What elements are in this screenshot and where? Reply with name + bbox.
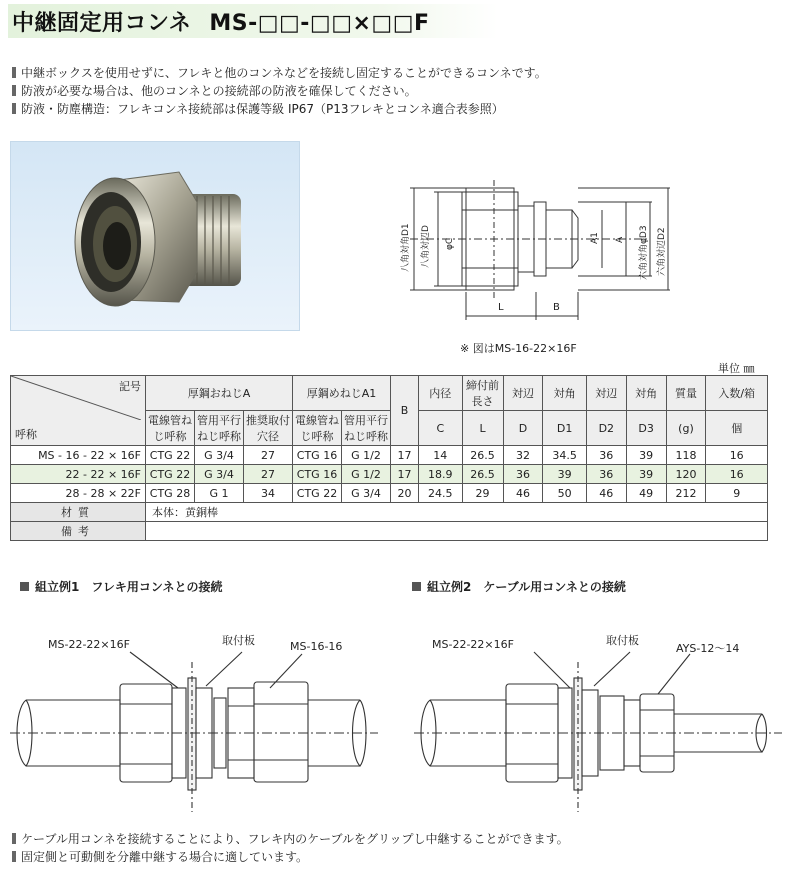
example1-callout-mid: 取付板 bbox=[222, 634, 255, 647]
section-marker bbox=[20, 582, 29, 591]
header-w-top: 質量 bbox=[666, 376, 706, 411]
example1-callout-left: MS-22-22×16F bbox=[48, 638, 130, 651]
table-row: 22 - 22 × 16F CTG 22 G 3/4 27 CTG 16 G 1/2 17 18.9 26.5 36 39 36 39 120 16 bbox=[11, 465, 768, 484]
example1-drawing bbox=[10, 648, 382, 818]
title-main: 中継固定用コンネ bbox=[12, 11, 192, 36]
dim-d1-label: 八角対角D1 bbox=[401, 223, 411, 272]
header-c: C bbox=[419, 411, 463, 446]
corner-cell bbox=[11, 376, 146, 446]
remarks-row bbox=[11, 522, 768, 541]
bullet-marker bbox=[12, 85, 16, 96]
bullet-marker bbox=[12, 851, 16, 862]
header-a-pipe: 管用平行ねじ呼称 bbox=[195, 411, 244, 446]
spec-table bbox=[10, 375, 768, 541]
header-d3-top: 対角 bbox=[626, 376, 666, 411]
header-d-top: 対辺 bbox=[503, 376, 543, 411]
example2-callout-right: AYS-12～14 bbox=[676, 642, 740, 655]
table-row: 28 - 28 × 22F CTG 28 G 1 34 CTG 22 G 3/4 20 24.5 29 46 50 46 49 212 9 bbox=[11, 484, 768, 503]
header-d1-top: 対角 bbox=[543, 376, 587, 411]
bullet-item: 防液が必要な場合は、他のコンネとの接続部の防液を確保してください。 bbox=[12, 82, 547, 100]
table-header-row bbox=[11, 376, 768, 411]
example2-drawing bbox=[414, 648, 786, 818]
dim-b-label: B bbox=[553, 302, 560, 313]
header-d2: D2 bbox=[586, 411, 626, 446]
product-photo-illustration bbox=[11, 142, 299, 330]
example1-callout-right: MS-16-16 bbox=[290, 640, 343, 653]
header-c-top: 内径 bbox=[419, 376, 463, 411]
header-d1: D1 bbox=[543, 411, 587, 446]
header-a1-pipe: 管用平行ねじ呼称 bbox=[342, 411, 391, 446]
footer-item: ケーブル用コンネを接続することにより、フレキ内のケーブルをグリップし中継することができます。 bbox=[12, 830, 569, 848]
material-value: 本体：黄銅棒 bbox=[146, 503, 768, 522]
header-w: (g) bbox=[666, 411, 706, 446]
unit-label: 単位 ㎜ bbox=[718, 362, 755, 375]
intro-bullets bbox=[12, 64, 547, 118]
dimension-drawing bbox=[390, 180, 680, 320]
header-b: B bbox=[391, 376, 419, 446]
bullet-marker bbox=[12, 103, 16, 114]
material-label: 材質 bbox=[11, 503, 146, 522]
header-a1-conduit: 電線管ねじ呼称 bbox=[293, 411, 342, 446]
title-model: MS-□□-□□×□□F bbox=[209, 11, 430, 36]
header-a-conduit: 電線管ねじ呼称 bbox=[146, 411, 195, 446]
header-d3: D3 bbox=[626, 411, 666, 446]
corner-top-label: 記号 bbox=[119, 380, 141, 393]
dim-d3-label: 六角対角φD3 bbox=[639, 225, 649, 280]
drawing-note: ※ 図はMS-16-22×16F bbox=[460, 342, 577, 355]
product-photo bbox=[10, 141, 300, 331]
dim-a1-label: A1 bbox=[590, 232, 600, 244]
corner-bottom-label: 呼称 bbox=[15, 428, 37, 441]
remarks-value bbox=[146, 522, 768, 541]
table-row: MS - 16 - 22 × 16F CTG 22 G 3/4 27 CTG 16 G 1/2 17 14 26.5 32 34.5 36 39 118 16 bbox=[11, 446, 768, 465]
bullet-marker bbox=[12, 67, 16, 78]
section-marker bbox=[412, 582, 421, 591]
header-group-a: 厚鋼おねじA bbox=[146, 376, 293, 411]
dim-d-label: 八角対辺D bbox=[421, 225, 431, 268]
example2-callout-mid: 取付板 bbox=[606, 634, 639, 647]
remarks-label: 備考 bbox=[11, 522, 146, 541]
dim-l-label: L bbox=[498, 302, 504, 313]
material-row bbox=[11, 503, 768, 522]
dim-c-label: φC bbox=[445, 237, 455, 250]
header-d2-top: 対辺 bbox=[586, 376, 626, 411]
header-d: D bbox=[503, 411, 543, 446]
example2-title: 組立例2 ケーブル用コンネとの接続 bbox=[412, 578, 626, 595]
header-l: L bbox=[462, 411, 503, 446]
example1-title: 組立例1 フレキ用コンネとの接続 bbox=[20, 578, 223, 595]
bullet-marker bbox=[12, 833, 16, 844]
header-q: 個 bbox=[706, 411, 768, 446]
dim-d2-label: 六角対辺D2 bbox=[657, 227, 667, 276]
bullet-item: 中継ボックスを使用せずに、フレキと他のコンネなどを接続し固定することができるコンネです。 bbox=[12, 64, 547, 82]
page-title bbox=[12, 6, 430, 37]
bullet-item: 防液・防塵構造：フレキコンネ接続部は保護等級 IP67（P13フレキとコンネ適合表参照） bbox=[12, 100, 547, 118]
example2-callout-left: MS-22-22×16F bbox=[432, 638, 514, 651]
footer-item: 固定側と可動側を分離中継する場合に適しています。 bbox=[12, 848, 569, 866]
header-group-a1: 厚鋼めねじA1 bbox=[293, 376, 391, 411]
dim-a-label: A bbox=[615, 236, 625, 243]
footer-notes bbox=[12, 830, 569, 866]
header-l-top: 締付前長さ bbox=[462, 376, 503, 411]
header-a-hole: 推奨取付穴径 bbox=[244, 411, 293, 446]
header-q-top: 入数/箱 bbox=[706, 376, 768, 411]
